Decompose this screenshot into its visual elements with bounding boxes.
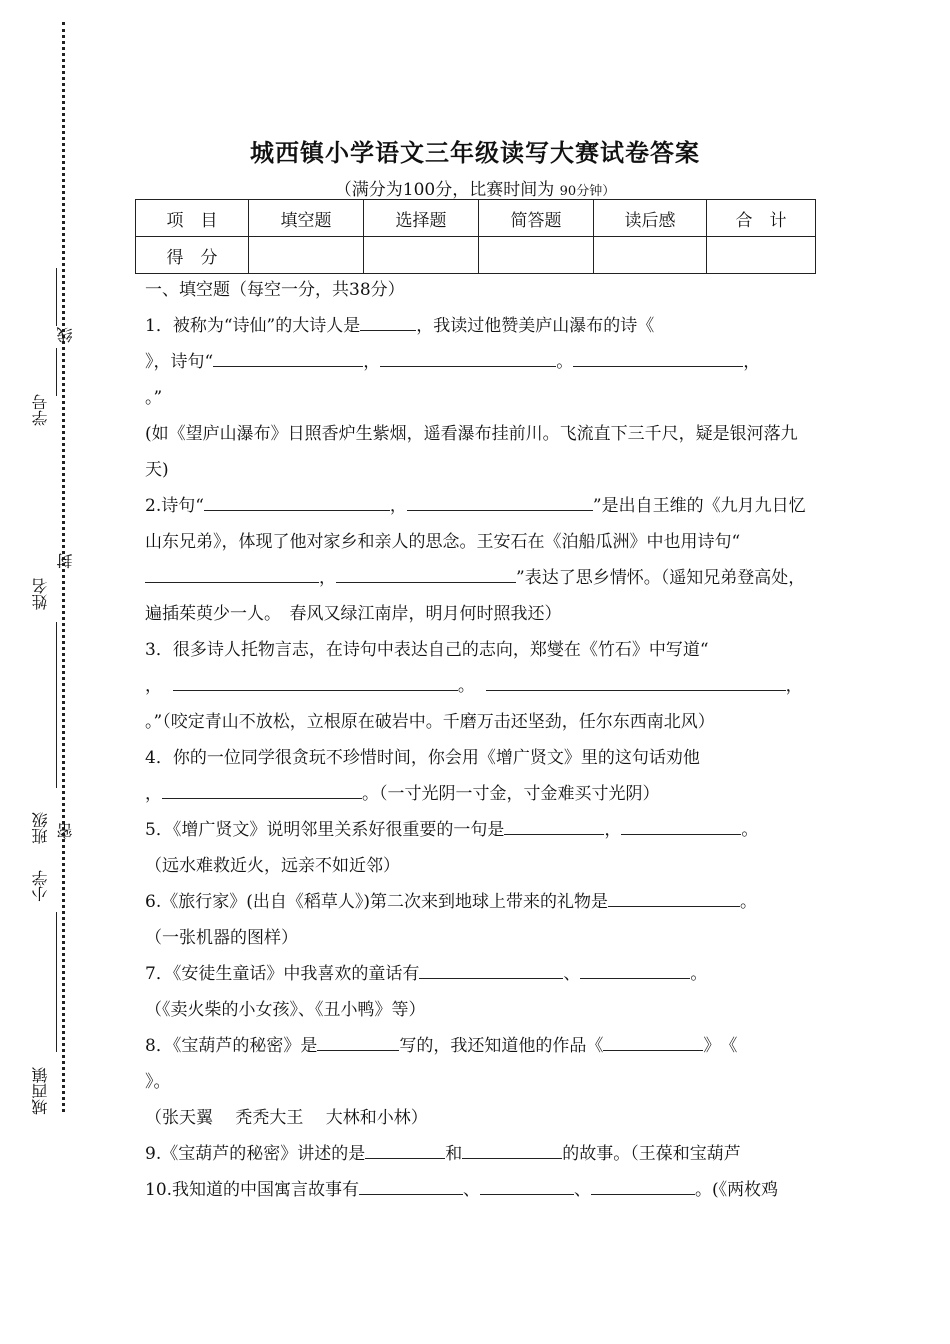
answer-blank[interactable] [317,1030,399,1051]
page-subtitle [0,175,950,200]
q1-text: 。 [556,352,574,372]
answer-6: （一张机器的图样） [145,928,298,948]
page-title: 城西镇小学语文三年级读写大赛试卷答案 [250,138,700,167]
answer-5: （远水难救近火，远亲不如近邻） [145,856,400,876]
answer-blank[interactable] [603,1030,703,1051]
question-7 [145,956,810,992]
q2-text: ”表达了思乡情怀。（遥知兄弟登高处，遍插茱萸少一人。 春风又绿江南岸，明月何时照我还） [145,568,806,624]
score-input-cell[interactable] [707,237,816,274]
q8-text: 写的，我还知道他的作品《 [399,1036,604,1056]
side-school-label: 小学 [31,870,50,902]
answer-blank[interactable] [486,670,786,691]
answer-blank[interactable] [360,310,416,331]
q9-text: 的故事。（王葆和宝葫芦 [562,1144,741,1164]
answer-blank[interactable] [145,562,319,583]
answer-blank[interactable] [419,958,563,979]
q2-text: ， [319,568,336,588]
q1-text: ， [363,352,381,372]
q7-text: 。 [690,964,708,984]
question-6 [145,884,810,920]
question-8 [145,1028,810,1100]
score-header-cell: 项 目 [136,200,249,237]
score-input-cell[interactable] [364,237,479,274]
answer-blank[interactable] [621,814,741,835]
question-10 [145,1172,810,1208]
q1-text: 》，诗句“ [145,352,214,372]
q1-text: 。” [145,388,163,408]
section-heading: 一、填空题（每空一分，共38分） [145,280,405,300]
question-1 [145,308,810,416]
answer-blank[interactable] [462,1138,562,1159]
q3-text: 3．很多诗人托物言志，在诗句中表达自己的志向，郑燮在《竹石》中写道“ [145,640,709,660]
score-row-label: 得 分 [136,237,249,274]
answer-blank[interactable] [204,490,390,511]
q3-text: ， [785,676,803,696]
score-header-cell: 选择题 [364,200,479,237]
answer-blank[interactable] [573,346,743,367]
score-input-cell[interactable] [594,237,707,274]
question-4 [145,740,810,812]
question-3 [145,632,810,740]
q4-text: 4．你的一位同学很贪玩不珍惜时间，你会用《增广贤文》里的这句话劝他 [145,748,700,768]
answer-blank[interactable] [336,562,516,583]
q3-text: ， [145,676,162,696]
answer-blank[interactable] [407,490,593,511]
name-field[interactable] [56,622,57,788]
side-class-label: 班级 [31,812,50,844]
q5-text: 。 [741,820,759,840]
q8-text: 》。 [145,1072,171,1092]
exam-content [145,272,810,1208]
side-secret-char: 密 [56,823,75,839]
score-table-header-row [136,200,816,237]
q4-text: ， [145,784,162,804]
q8-text: 8．《宝葫芦的秘密》是 [145,1036,318,1056]
answer-7: （《卖火柴的小女孩》、《丑小鸭》等） [145,1000,426,1020]
q1-text: 1．被称为“诗仙”的大诗人是 [145,316,361,336]
q7-text: 7．《安徒生童话》中我喜欢的童话有 [145,964,420,984]
score-header-cell: 填空题 [249,200,364,237]
q10-text: 、 [463,1180,481,1200]
side-student-no-label: 学号 [31,394,50,426]
answer-blank[interactable] [580,958,690,979]
q10-text: 、 [574,1180,592,1200]
score-header-cell: 简答题 [479,200,594,237]
side-town-label: 城西镇 [31,1067,50,1115]
score-input-cell[interactable] [249,237,364,274]
q9-text: 9.《宝葫芦的秘密》讲述的是 [145,1144,366,1164]
student-no-field[interactable] [56,268,57,326]
answer-blank[interactable] [173,670,458,691]
q10-text: 。(《两枚鸡 [695,1180,779,1200]
q4-text: 。（一寸光阴一寸金，寸金难买寸光阴） [362,784,660,804]
q1-text: ， [743,352,761,372]
score-table [135,199,816,274]
q1-text: ，我读过他赞美庐山瀑布的诗《 [416,316,655,336]
q2-text: ”是出自王维的《九月九日忆山东兄弟》，体现了他对家乡和亲人的思念。王安石在《泊船瓜洲》中也用诗句“ [145,496,806,552]
answer-blank[interactable] [591,1174,695,1195]
q5-text: 5．《增广贤文》说明邻里关系好很重要的一句是 [145,820,505,840]
q6-text: 6.《旅行家》(出自《稻草人》)第二次来到地球上带来的礼物是 [145,892,608,912]
q6-text: 。 [739,892,757,912]
q3-text: 。”（咬定青山不放松，立根原在破岩中。千磨万击还坚劲，任尔东西南北风） [145,712,715,732]
side-name-label: 姓名 [31,578,50,610]
q5-text: ， [604,820,622,840]
subtitle-text: （满分为100分，比赛时间为 [334,180,555,200]
school-field[interactable] [56,912,57,1052]
score-header-cell: 读后感 [594,200,707,237]
answer-blank[interactable] [359,1174,463,1195]
answer-blank[interactable] [504,814,604,835]
q2-text: ， [389,496,407,516]
answer-blank[interactable] [380,346,556,367]
q2-text: 2.诗句“ [145,496,204,516]
question-9 [145,1136,810,1172]
q9-text: 和 [445,1144,463,1164]
answer-blank[interactable] [365,1138,445,1159]
q7-text: 、 [563,964,581,984]
score-header-cell: 合 计 [707,200,816,237]
side-seal-char: 封 [56,553,75,569]
answer-1: (如《望庐山瀑布》日照香炉生紫烟，遥看瀑布挂前川。飞流直下三千尺，疑是银河落九天) [145,424,798,480]
answer-blank[interactable] [162,778,362,799]
answer-8: （张天翼 秃秃大王 大林和小林） [145,1108,428,1128]
question-5 [145,812,810,848]
score-input-cell[interactable] [479,237,594,274]
answer-blank[interactable] [608,886,740,907]
answer-blank[interactable] [480,1174,574,1195]
answer-blank[interactable] [213,346,363,367]
score-table-score-row [136,237,816,274]
q10-text: 10.我知道的中国寓言故事有 [145,1180,360,1200]
q3-text: 。 [457,676,475,696]
question-2 [145,488,810,632]
side-line-char: 线 [56,327,75,343]
student-no-field-line [56,348,57,396]
q8-text: 》 《 [703,1036,738,1056]
subtitle-duration: 90分钟） [559,184,616,199]
